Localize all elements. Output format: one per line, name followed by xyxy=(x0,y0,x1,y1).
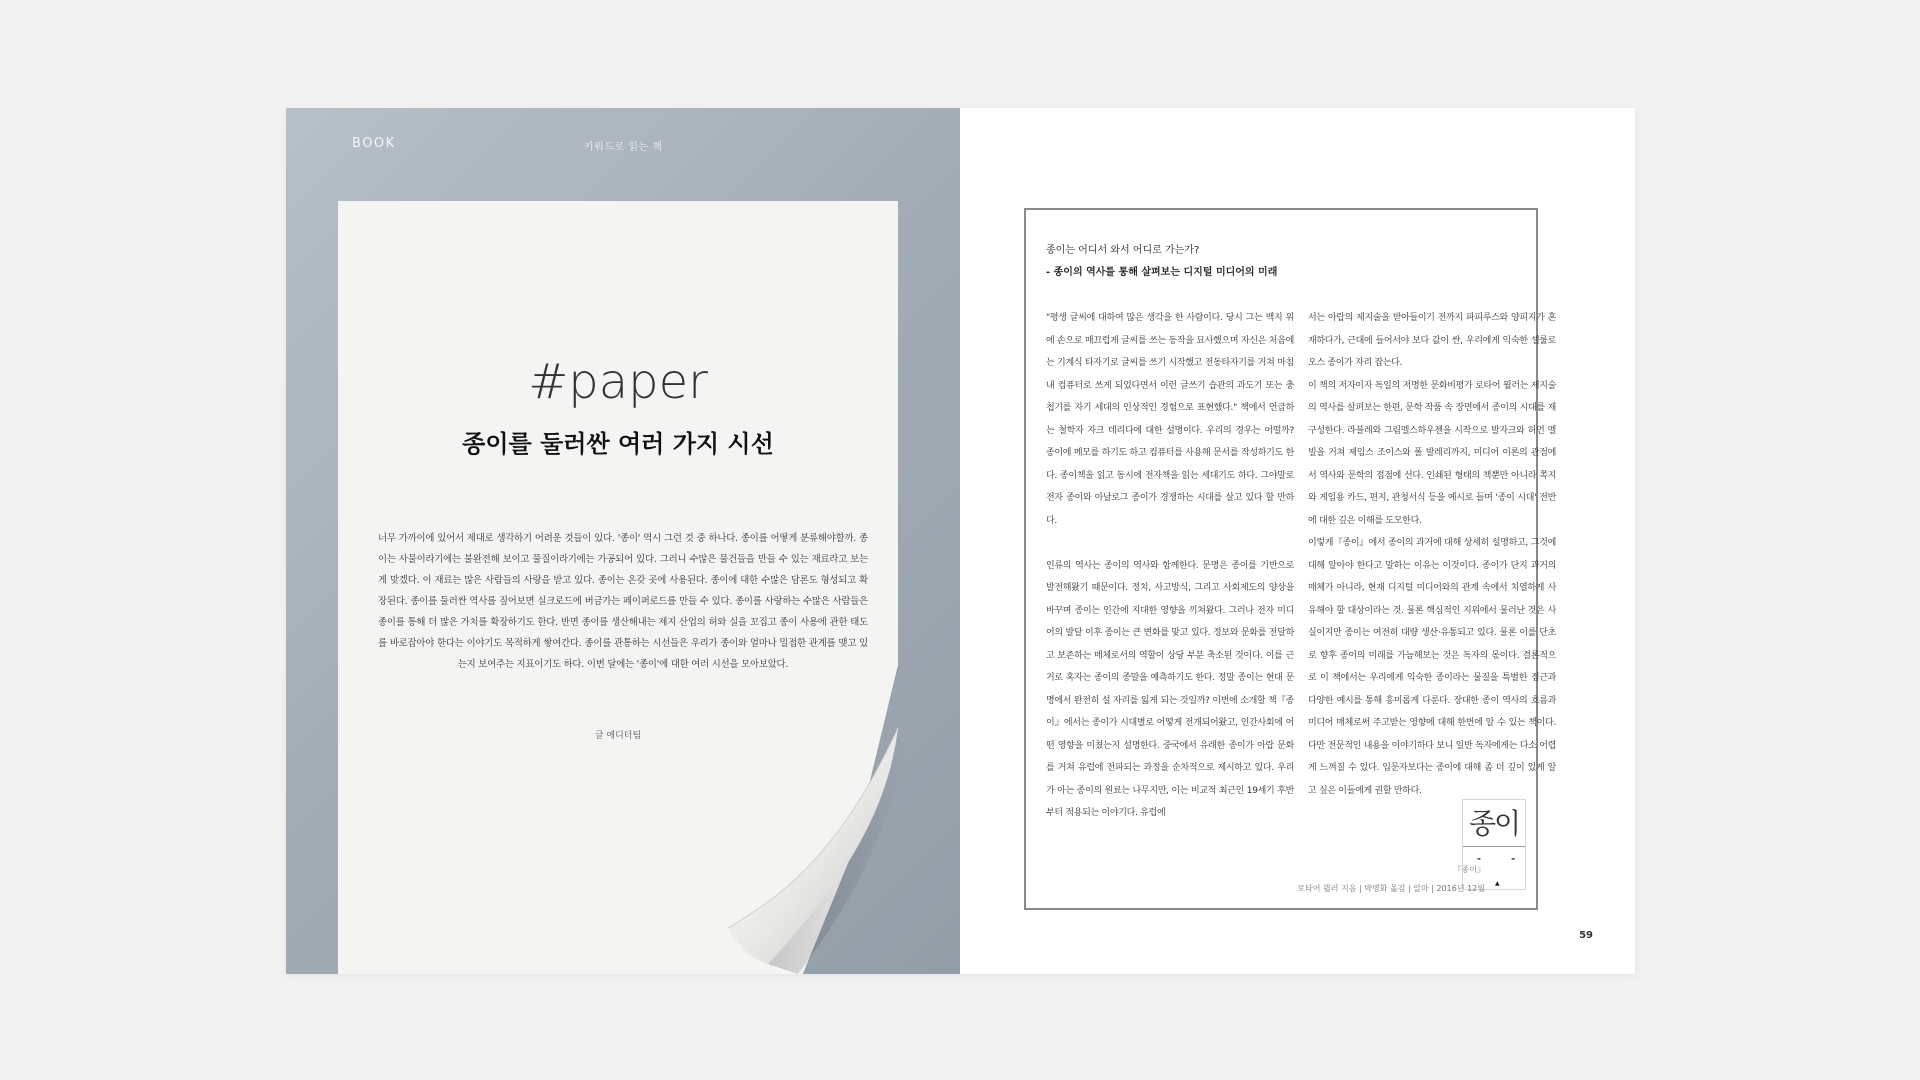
paper-title: 종이를 둘러싼 여러 가지 시선 xyxy=(462,430,774,458)
book-cover-title: 종이 xyxy=(1468,807,1520,840)
book-cover-mark: ▬ xyxy=(1477,856,1481,861)
cursor-icon: ▲ xyxy=(1495,880,1500,887)
book-cover-mark: ▬ xyxy=(1511,856,1515,861)
article-paragraph: "평생 글씨에 대하여 많은 생각을 한 사람이다. 당시 그는 백지 위에 손으로 매끄럽게 글씨를 쓰는 동작을 묘사했으며 자신은 처음에는 기계식 타자기로 글씨를 쓰기 시작했고 전동타자기를 거쳐 마침내 컴퓨터로 쓰게 되었다면서 이런 글쓰기 습관의 과도기 또는 충첩기를 자기 세대의 인상적인 경험으로 표현했다." 책에서 언급하는 철학자 자크 데리다에 대한 설명이다. 우리의 경우는 어떨까? 종이에 메모를 하기도 하고 컴퓨터를 사용해 문서를 작성하기도 한다. 종이책을 읽고 동시에 전자책을 읽는 세대기도 하다. 그야말로 전자 종이와 아날로그 종이가 경쟁하는 시대를 살고 있다 할 만하다. xyxy=(1046,313,1294,526)
magazine-spread xyxy=(286,108,1635,974)
article-heading-line2: - 종이의 역사를 통해 살펴보는 디지털 미디어의 미래 xyxy=(1046,267,1278,278)
book-caption-title: 『종이』 xyxy=(1453,865,1485,874)
article-heading xyxy=(1046,240,1277,284)
right-page xyxy=(960,108,1635,974)
article-paragraph: 서는 아랍의 제지술을 받아들이기 전까지 파피루스와 양피지가 혼재하다가, 근대에 들어서야 보다 값이 싼, 우리에게 익숙한 셀룰로오스 종이가 자리 잡는다. xyxy=(1308,313,1556,368)
article-paragraph: 이렇게『종이』에서 종이의 과거에 대해 상세히 설명하고, 그것에 대해 알아야 한다고 말하는 이유는 이것이다. 종이가 단지 과거의 매체가 아니라, 현재 디지털 미디어와의 관계 속에서 치열하게 사유해야 할 대상이라는 것. 물론 핵심적인 지위에서 물러난 것은 사실이지만 종이는 여전히 대량 생산·유통되고 있다. 물론 이를 단초로 향후 종이의 미래를 가늠해보는 것은 독자의 몫이다. 결론적으로 이 책에서는 우리에게 익숙한 종이라는 물질을 특별한 접근과 다양한 예시를 통해 흥미롭게 다룬다. 장대한 종이 역사의 흐름과 미디어 매체로써 주고받는 영향에 대해 한번에 알 수 있는 책이다. 다만 전문적인 내용을 이야기하다 보니 일반 독자에게는 다소 어렵게 느껴질 수 있다. 입문자보다는 종이에 대해 좀 더 깊이 있게 알고 싶은 이들에게 권할 만하다. xyxy=(1308,538,1556,796)
article-paragraph: 인류의 역사는 종이의 역사와 함께한다. 문명은 종이를 기반으로 발전해왔기 때문이다. 정치, 사고방식, 그리고 사회제도의 양상을 바꾸며 종이는 인간에 지대한 영향을 끼쳐왔다. 그러나 전자 미디어의 발달 이후 종이는 큰 변화를 맞고 있다. 정보와 문화를 전달하고 보존하는 매체로서의 역할이 상당 부분 축소된 것이다. 이를 근거로 혹자는 종이의 종말을 예측하기도 한다. 정말 종이는 현대 문명에서 완전히 설 자리를 잃게 되는 것일까? 이번에 소개할 책『종이』에서는 종이가 시대별로 어떻게 전개되어왔고, 인간사회에 어떤 영향을 미쳤는지 설명한다. 중국에서 유래한 종이가 아랍 문화를 거쳐 유럽에 전파되는 과정을 순차적으로 제시하고 있다. 우리가 아는 종이의 원료는 나무지만, 이는 비교적 최근인 19세기 후반부터 적용되는 이야기다. 유럽에 xyxy=(1046,560,1294,818)
page-number: 59 xyxy=(1579,930,1593,941)
article-heading-line1: 종이는 어디서 와서 어디로 가는가? xyxy=(1046,245,1200,256)
article-column-right xyxy=(1308,307,1556,802)
section-subtitle: 키워드로 읽는 책 xyxy=(584,142,663,153)
left-page xyxy=(286,108,960,974)
book-caption-info: 로타어 뮐러 지음 | 박병화 옮김 | 알마 | 2016년 12월 xyxy=(1297,884,1485,893)
paper-hashtag: #paper xyxy=(528,354,708,410)
book-cover-rule xyxy=(1463,846,1525,854)
intro-paragraph: 너무 가까이에 있어서 제대로 생각하기 어려운 것들이 있다. '종이' 역시 그런 것 중 하나다. 종이를 어떻게 분류해야할까. 종이는 사물이라기에는 불완전해 보이고 물질이라기에는 가공되어 있다. 그러니 수많은 물건들을 만들 수 있는 재료라고 보는 게 맞겠다. 이 재료는 많은 사람들의 사랑을 받고 있다. 종이는 온갖 곳에 사용된다. 종이에 대한 수많은 담론도 형성되고 확장된다. 종이를 둘러싼 역사를 짚어보면 실크로드에 버금가는 페이퍼로드를 만들 수 있다. 종이를 사랑하는 수많은 사람들은 종이를 통해 더 많은 가치를 확장하기도 한다. 반면 종이를 생산해내는 제지 산업의 허와 실을 꼬집고 종이 사용에 관한 태도를 바로잡아야 한다는 이야기도 목적하게 쌓여간다. 종이를 관통하는 시선들은 우리가 종이와 얼마나 밀접한 관계를 맺고 있는지 보여주는 지표이기도 하다. 이번 달에는 '종이'에 대한 여러 시선을 모아보았다. xyxy=(378,533,868,670)
article-column-left xyxy=(1046,307,1294,825)
paper-curl-illustration xyxy=(728,728,908,974)
article-paragraph: 이 책의 저자이자 독일의 저명한 문화비평가 로타어 뮐러는 제지술의 역사를 살펴보는 한편, 문학 작품 속 장면에서 종이의 시대를 재구성한다. 라블레와 그림멜스하우젠을 시작으로 발자크와 허먼 멜빌을 거쳐 제임스 조이스와 폴 발레리까지, 미디어 이론의 관점에서 역사와 문학의 접점에 선다. 인쇄된 형태의 책뿐만 아니라 쪽지와 게임용 카드, 편지, 관청서식 등을 예시로 들며 '종이 시대' 전반에 대한 깊은 이해를 도모한다. xyxy=(1308,380,1556,526)
author-credit: 글 에디터팀 xyxy=(594,731,642,741)
book-caption xyxy=(1297,860,1485,898)
section-label: BOOK xyxy=(352,136,396,151)
